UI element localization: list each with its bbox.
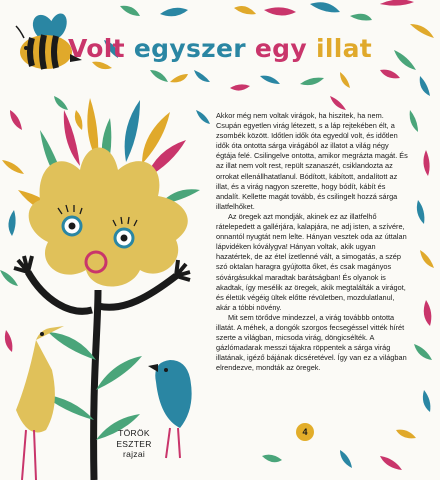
title-word-egy: egy [254, 34, 307, 63]
story-paragraph-1: Akkor még nem voltak virágok, ha hiszitek, ha nem. Csupán egyetlen virág létezett, s a láp rejtekében élt, a zsombék között. Időtlen idők óta egyedül volt, és időtlen idők óta ontotta sárga virágából az illatot a világ négy égtája felé. Csilingelve ontotta, amikor megrázta magát. És az illat nem volt rest, repült szanaszét, csiklandozta az orrokat ellenállhatatlanul. Bódított, kábított, andalított az illat, és a virág nagyon szerette, hogy bódít, kábít és andalít. Kellette magát tovább, és csilingelt hozzá sárga illatfelhőket. [216, 111, 408, 211]
title-word-volt: Volt [68, 34, 125, 63]
story-title [0, 34, 440, 63]
credit-rajzai: rajzai [122, 449, 146, 459]
story-paragraph-2: Az öregek azt mondják, akinek ez az illatfelhő rátelepedett a gallérjára, kalapjára, ne adj isten, a szívére, onnantól nyugtát nem lelte. Hányan vesztek oda az úttalan lápvidéken kóválygva! Hányan voltak, akik ugyan hazatértek, de az étel ízetlenné vált, a simogatás, a szép szó oktalan haragra gyújtotta őket, és csak magányos sóvárgásukkal maradtak barátságban! És olyanok is akadtak, így mesélik az öregek, akik megtalálták a virágot, és életük végéig ültek előtte révületben, mozdulatlanul, akár a tóbbi növény. [216, 211, 407, 312]
story-text [216, 111, 410, 373]
page-number: 4 [296, 423, 314, 441]
title-word-egyszer: egyszer [133, 34, 246, 63]
credit-surname: TÖRÖK [118, 428, 150, 438]
story-paragraph-3: Mit sem törődve mindezzel, a virág továbbb ontotta illatát. A méhek, a dongók szorgos fecsegéssel vitték hírét szerte a világban, micsoda virág, döngicsélték. A gázlómadarak messzi tájakra röppentek a sárga virág illatának, igéző bájának dicséretével. Így van ez a világban elrendezve, mondták az öregek. [216, 312, 407, 373]
title-word-illat: illat [315, 34, 372, 63]
credit-firstname: ESZTER [116, 438, 152, 449]
illustrator-credit [104, 428, 164, 460]
